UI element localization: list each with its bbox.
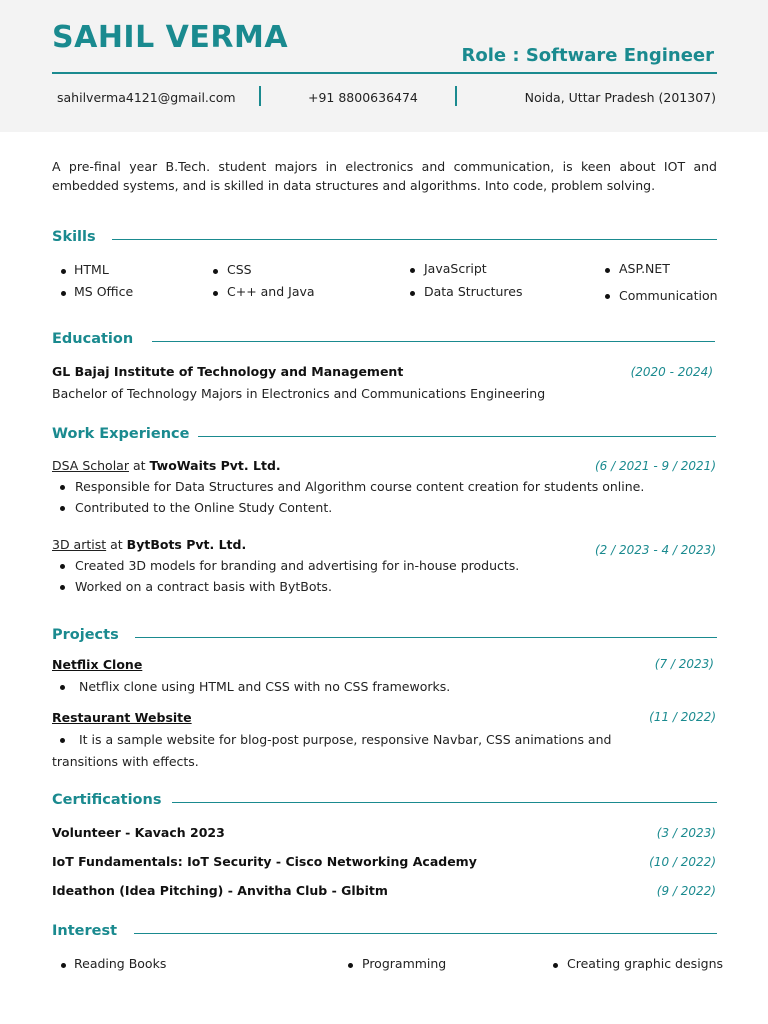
interest-item: Creating graphic designs bbox=[567, 956, 724, 971]
job-dates: (2 / 2023 - 4 / 2023) bbox=[594, 543, 716, 557]
skill-item: MS Office bbox=[74, 284, 134, 299]
section-title-projects: Projects bbox=[52, 627, 119, 643]
job-role: DSA Scholar bbox=[52, 458, 129, 473]
education-institute: GL Bajaj Institute of Technology and Management bbox=[52, 364, 404, 379]
skill-item: Data Structures bbox=[424, 284, 523, 299]
bullet-icon bbox=[60, 506, 65, 511]
candidate-name: SAHIL VERMA bbox=[52, 20, 289, 55]
job-bullet: Worked on a contract basis with BytBots. bbox=[75, 579, 332, 594]
bullet-icon bbox=[60, 485, 65, 490]
skill-item: Communication bbox=[619, 288, 718, 303]
skill-item: ASP.NET bbox=[619, 261, 670, 276]
project-name: Netflix Clone bbox=[52, 657, 143, 672]
interest-item: Programming bbox=[362, 956, 447, 971]
certification-name: IoT Fundamentals: IoT Security - Cisco Networking Academy bbox=[52, 854, 477, 869]
bullet-icon bbox=[605, 268, 610, 273]
contact-location: Noida, Uttar Pradesh (201307) bbox=[524, 90, 716, 105]
job-at: at bbox=[132, 458, 146, 473]
bullet-icon bbox=[61, 291, 66, 296]
job-company: TwoWaits Pvt. Ltd. bbox=[149, 458, 281, 473]
certification-name: Ideathon (Idea Pitching) - Anvitha Club - Glbitm bbox=[52, 883, 388, 898]
contact-separator bbox=[259, 86, 261, 106]
skill-item: JavaScript bbox=[424, 261, 487, 276]
bullet-icon bbox=[410, 291, 415, 296]
header-divider bbox=[52, 72, 717, 74]
bullet-icon bbox=[410, 268, 415, 273]
section-divider bbox=[112, 239, 717, 240]
profile-summary: A pre-final year B.Tech. student majors in electronics and communication, is keen about IOT and embedded systems, and is skilled in data structures and algorithms. Into code, problem solving. bbox=[52, 159, 717, 193]
job-at: at bbox=[110, 537, 123, 552]
bullet-icon bbox=[60, 564, 65, 569]
certification-dates: (9 / 2022) bbox=[656, 884, 716, 898]
certification-name: Volunteer - Kavach 2023 bbox=[52, 825, 225, 840]
project-dates: (11 / 2022) bbox=[649, 710, 716, 724]
bullet-icon bbox=[60, 585, 65, 590]
project-desc: Netflix clone using HTML and CSS with no CSS frameworks. bbox=[79, 679, 451, 694]
job-role: 3D artist bbox=[52, 537, 107, 552]
education-dates: (2020 - 2024) bbox=[630, 365, 713, 379]
bullet-icon bbox=[213, 269, 218, 274]
bullet-icon bbox=[213, 291, 218, 296]
bullet-icon bbox=[348, 963, 353, 968]
job-bullet: Contributed to the Online Study Content. bbox=[75, 500, 333, 515]
project-dates: (7 / 2023) bbox=[654, 657, 714, 671]
section-divider bbox=[135, 637, 717, 638]
section-divider bbox=[152, 341, 715, 342]
education-degree: Bachelor of Technology Majors in Electronics and Communications Engineering bbox=[52, 386, 546, 401]
job-heading bbox=[52, 458, 281, 473]
contact-separator bbox=[455, 86, 457, 106]
skill-item: CSS bbox=[227, 262, 252, 277]
section-divider bbox=[198, 436, 716, 437]
bullet-icon bbox=[553, 963, 558, 968]
section-divider bbox=[134, 933, 717, 934]
job-bullet: Responsible for Data Structures and Algorithm course content creation for students online. bbox=[75, 479, 645, 494]
bullet-icon bbox=[61, 963, 66, 968]
project-desc: It is a sample website for blog-post purpose, responsive Navbar, CSS animations and bbox=[79, 732, 612, 747]
job-company: BytBots Pvt. Ltd. bbox=[126, 537, 247, 552]
job-bullet: Created 3D models for branding and advertising for in-house products. bbox=[75, 558, 520, 573]
section-title-skills: Skills bbox=[52, 229, 96, 245]
section-title-interest: Interest bbox=[52, 923, 118, 939]
section-title-education: Education bbox=[52, 331, 134, 347]
section-title-experience: Work Experience bbox=[52, 426, 190, 442]
contact-phone[interactable]: +91 8800636474 bbox=[308, 90, 418, 105]
contact-email[interactable]: sahilverma4121@gmail.com bbox=[57, 90, 236, 105]
project-desc: transitions with effects. bbox=[52, 754, 199, 769]
resume-header bbox=[0, 0, 768, 132]
candidate-role: Role : Software Engineer bbox=[461, 45, 714, 66]
section-title-certifications: Certifications bbox=[52, 792, 162, 808]
job-heading bbox=[52, 537, 246, 552]
bullet-icon bbox=[60, 738, 65, 743]
certification-dates: (10 / 2022) bbox=[649, 855, 716, 869]
skill-item: HTML bbox=[74, 262, 109, 277]
certification-dates: (3 / 2023) bbox=[656, 826, 716, 840]
section-divider bbox=[172, 802, 717, 803]
bullet-icon bbox=[60, 685, 65, 690]
bullet-icon bbox=[605, 294, 610, 299]
job-dates: (6 / 2021 - 9 / 2021) bbox=[594, 459, 716, 473]
interest-item: Reading Books bbox=[74, 956, 167, 971]
skill-item: C++ and Java bbox=[227, 284, 315, 299]
project-name: Restaurant Website bbox=[52, 710, 192, 725]
bullet-icon bbox=[61, 269, 66, 274]
